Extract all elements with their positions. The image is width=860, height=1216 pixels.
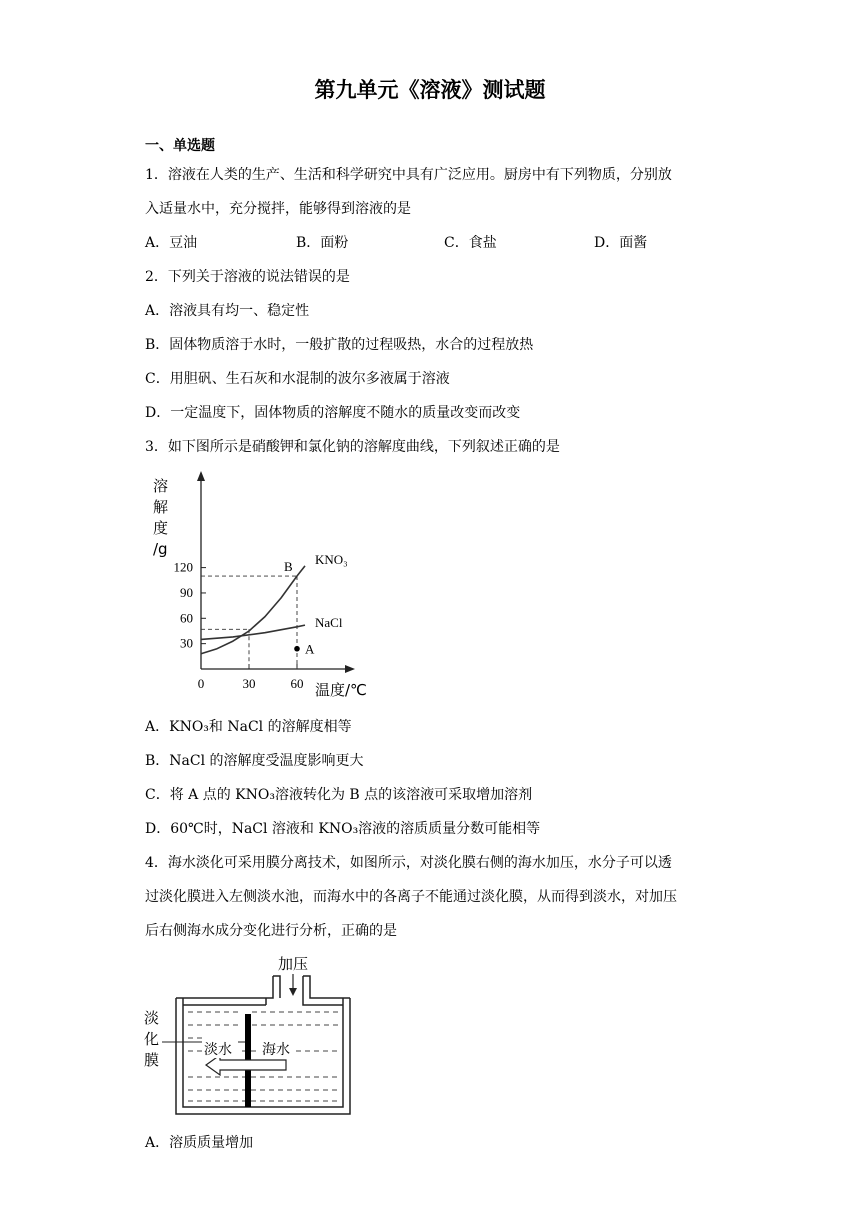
membrane-label-1: 淡 bbox=[144, 1009, 160, 1027]
y-axis-label-char: 解 bbox=[153, 498, 169, 516]
q3-stem: 3．如下图所示是硝酸钾和氯化钠的溶解度曲线，下列叙述正确的是 bbox=[145, 439, 560, 455]
q3-option-c: C．将 A 点的 KNO₃溶液转化为 B 点的该溶液可采取增加溶剂 bbox=[145, 787, 533, 803]
y-axis-label-char: 溶 bbox=[153, 477, 169, 495]
section-heading: 一、单选题 bbox=[145, 138, 215, 154]
y-tick-label: 60 bbox=[180, 610, 193, 626]
q4-option-a: A．溶质质量增加 bbox=[145, 1135, 254, 1151]
point-a-marker bbox=[294, 646, 300, 652]
tank-lid-left bbox=[176, 976, 273, 1005]
y-tick-label: 30 bbox=[180, 635, 193, 651]
sea-water-label: 海水 bbox=[262, 1042, 290, 1058]
solubility-chart bbox=[145, 465, 385, 705]
x-axis-arrow bbox=[345, 665, 355, 673]
y-axis-label-char: 度 bbox=[153, 519, 169, 537]
y-axis-label-char: /g bbox=[153, 540, 168, 558]
piston-channel bbox=[266, 976, 350, 1005]
q1-stem-line1: 1．溶液在人类的生产、生活和科学研究中具有广泛应用。厨房中有下列物质，分别放 bbox=[145, 167, 672, 183]
q1-stem-line2: 入适量水中，充分搅拌，能够得到溶液的是 bbox=[145, 201, 411, 217]
pressure-label: 加压 bbox=[278, 955, 309, 973]
q1-option-d: D．面酱 bbox=[594, 235, 648, 251]
x-tick-label: 0 bbox=[197, 676, 205, 691]
q3-option-b: B．NaCl 的溶解度受温度影响更大 bbox=[145, 753, 364, 769]
q2-stem: 2．下列关于溶液的说法错误的是 bbox=[145, 269, 350, 285]
q2-option-a: A．溶液具有均一、稳定性 bbox=[145, 303, 310, 319]
membrane-label-2: 化 bbox=[144, 1030, 160, 1048]
q1-option-a: A．豆油 bbox=[145, 235, 198, 251]
point-label: B bbox=[284, 559, 293, 575]
desalination-diagram bbox=[140, 950, 360, 1120]
y-axis-arrow bbox=[197, 471, 205, 481]
x-axis-label: 温度/℃ bbox=[315, 681, 367, 699]
q1-option-b: B．面粉 bbox=[296, 235, 349, 251]
pressure-arrow-head bbox=[289, 988, 297, 996]
point-label: A bbox=[305, 641, 315, 657]
membrane-label-3: 膜 bbox=[144, 1051, 160, 1069]
x-tick-label: 30 bbox=[242, 676, 256, 691]
q4-stem-line3: 后右侧海水成分变化进行分析，正确的是 bbox=[145, 923, 397, 939]
q1-option-c: C．食盐 bbox=[444, 235, 497, 251]
q4-stem-line2: 过淡化膜进入左侧淡水池，而海水中的各离子不能通过淡化膜，从而得到淡水，对加压 bbox=[145, 889, 677, 905]
q2-option-d: D．一定温度下，固体物质的溶解度不随水的质量改变而改变 bbox=[145, 405, 521, 421]
series-label: NaCl bbox=[315, 615, 343, 631]
series-line bbox=[201, 566, 305, 654]
q3-option-a: A．KNO₃和 NaCl 的溶解度相等 bbox=[145, 719, 352, 735]
x-tick-label: 60 bbox=[290, 676, 304, 691]
q3-option-d: D．60℃时，NaCl 溶液和 KNO₃溶液的溶质质量分数可能相等 bbox=[145, 821, 541, 837]
page-title: 第九单元《溶液》测试题 bbox=[314, 78, 546, 102]
y-tick-label: 90 bbox=[180, 584, 193, 600]
series-label: KNO₃ bbox=[315, 551, 348, 567]
q2-option-c: C．用胆矾、生石灰和水混制的波尔多液属于溶液 bbox=[145, 371, 450, 387]
q4-stem-line1: 4．海水淡化可采用膜分离技术，如图所示，对淡化膜右侧的海水加压，水分子可以透 bbox=[145, 855, 672, 871]
fresh-water-label: 淡水 bbox=[204, 1042, 232, 1058]
y-tick-label: 120 bbox=[173, 559, 193, 575]
q2-option-b: B．固体物质溶于水时，一般扩散的过程吸热，水合的过程放热 bbox=[145, 337, 534, 353]
